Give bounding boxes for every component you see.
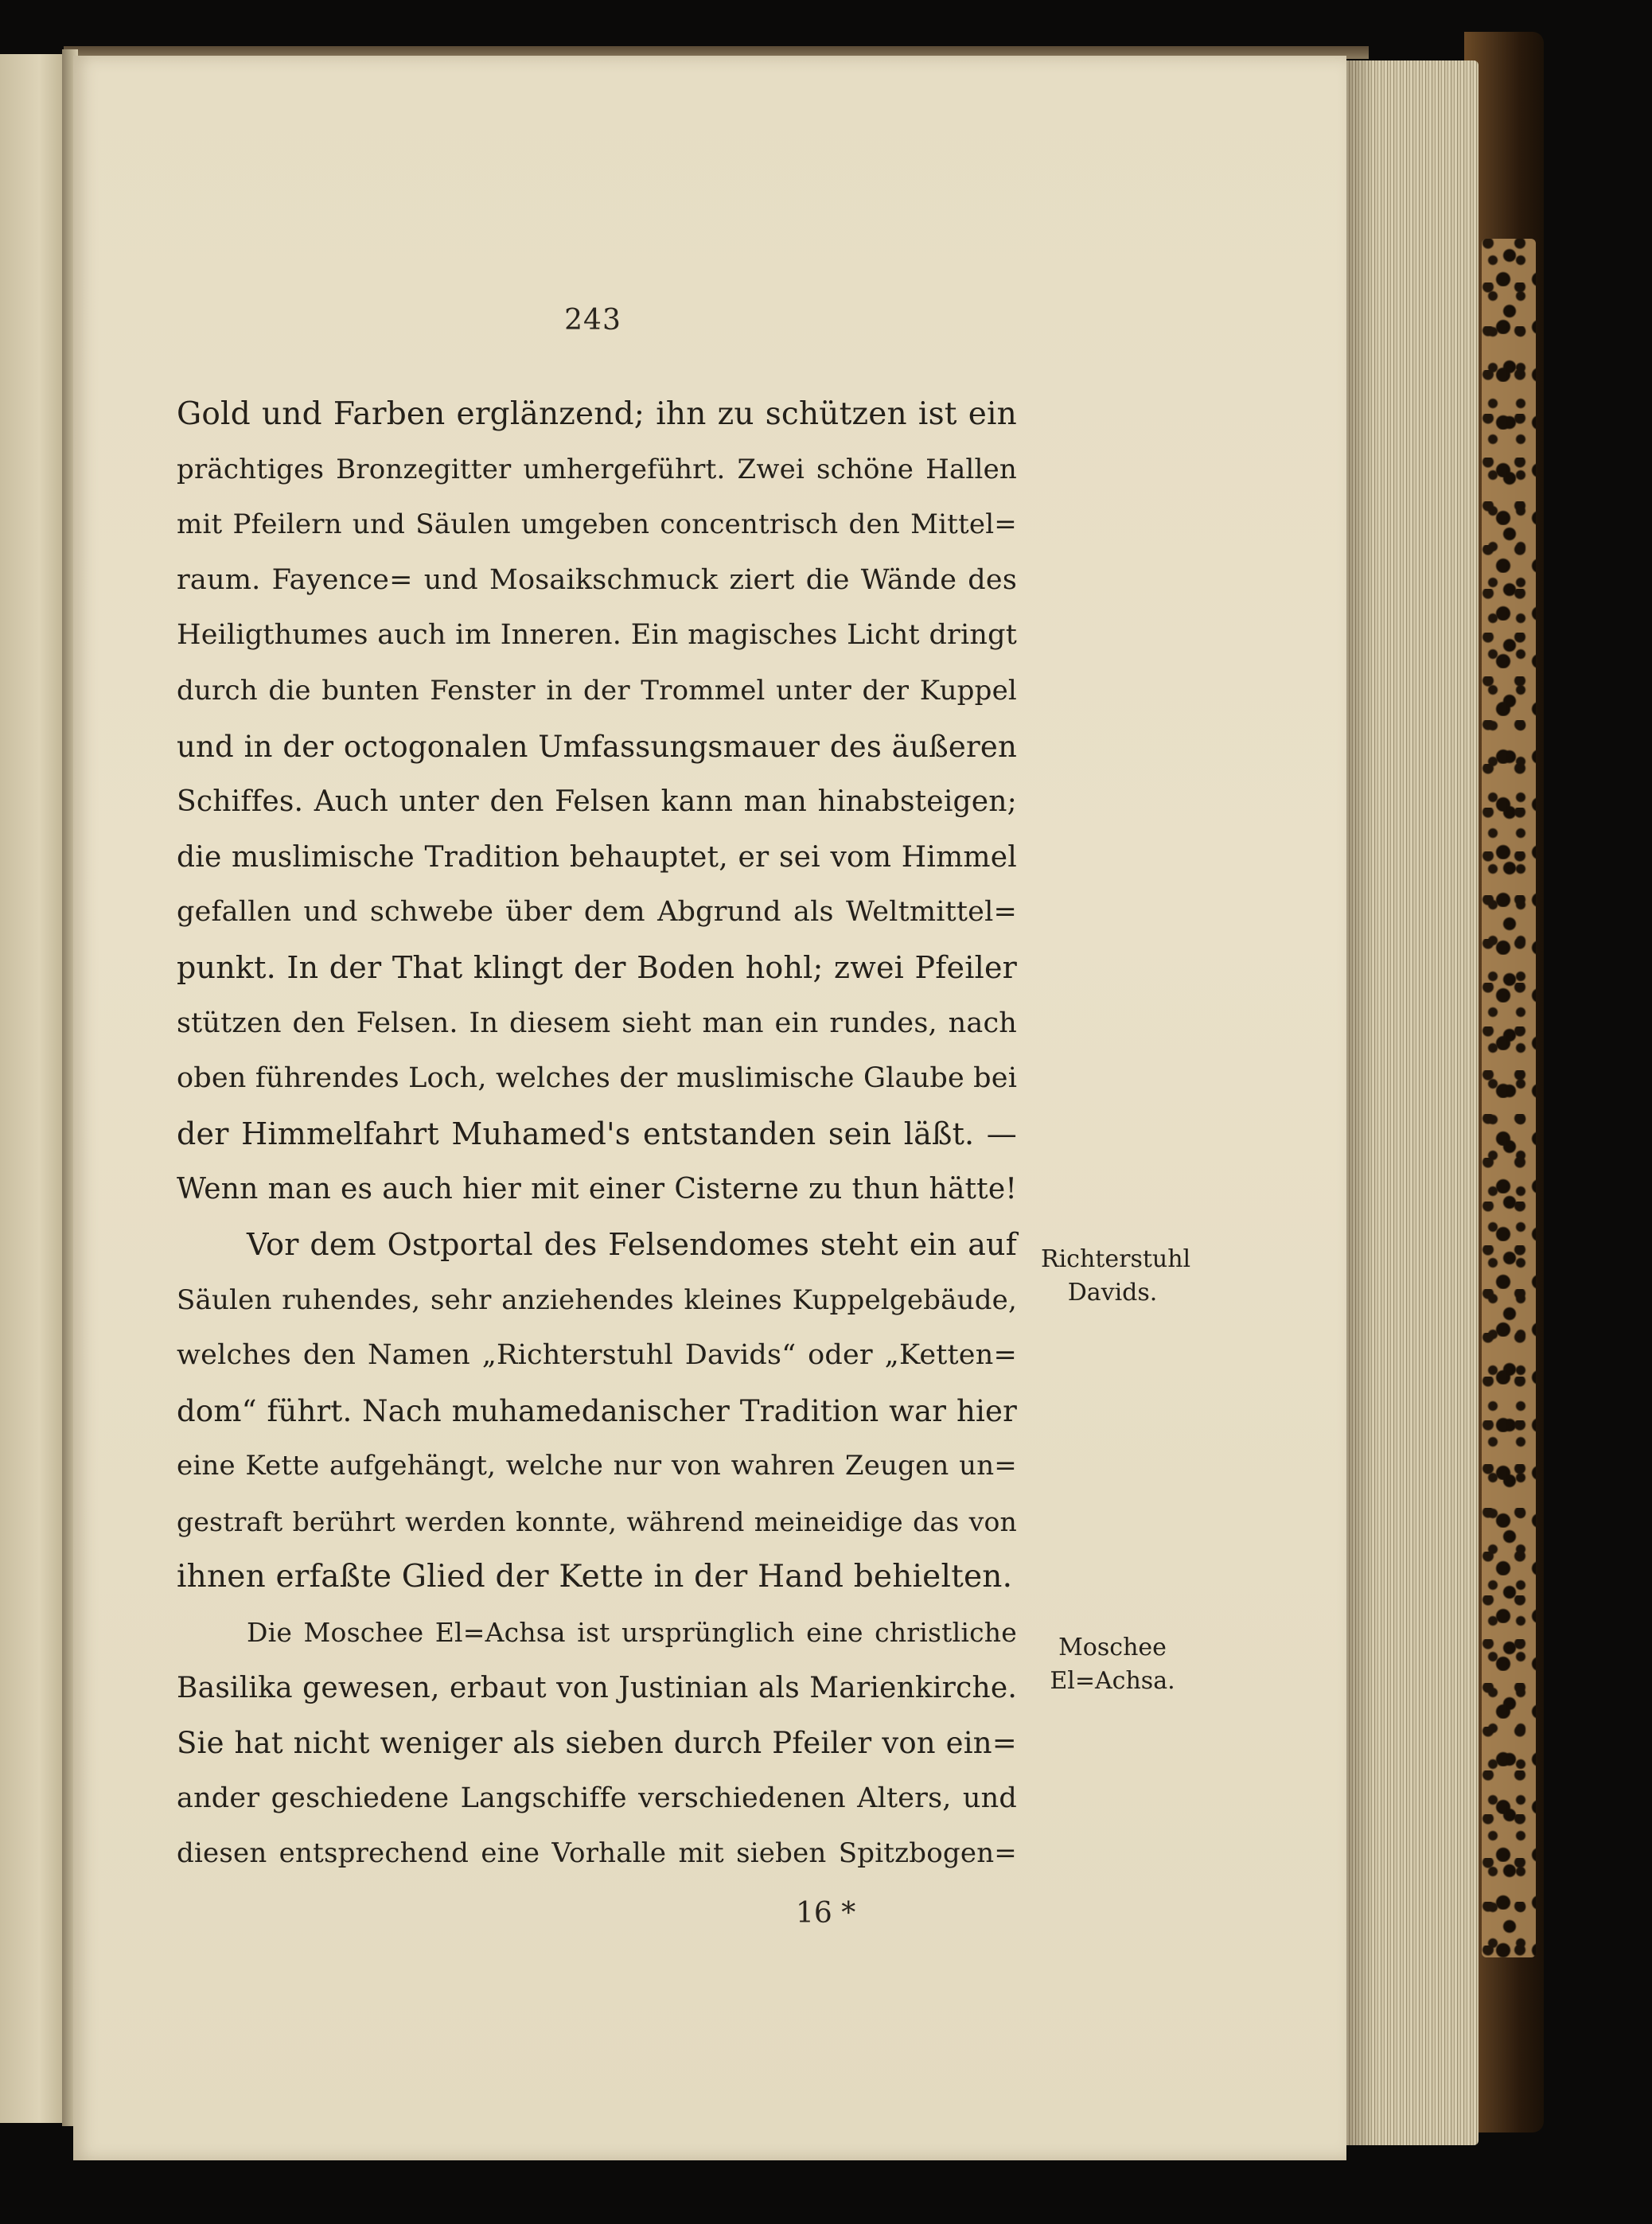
text-line: und in der octogonalen Umfassungsmauer des äußeren [177,729,1017,764]
text-line: der Himmelfahrt Muhamed's entstanden sein läßt. — [177,1116,1017,1151]
page-number: 243 [564,304,621,337]
text-line: raum. Fayence= und Mosaikschmuck ziert die Wände des [177,563,1017,596]
left-page-edge [0,54,65,2123]
marbled-cover-edge [1482,239,1536,1957]
margin-note-line: Davids. [1067,1279,1158,1307]
text-line: Gold und Farben erglänzend; ihn zu schützen ist ein [177,396,1017,432]
text-line: Basilika gewesen, erbaut von Justinian als Marienkirche. [177,1671,1017,1704]
text-line: diesen entsprechend eine Vorhalle mit sieben Spitzbogen= [177,1837,1017,1870]
text-line: prächtiges Bronzegitter umhergeführt. Zwei schöne Hallen [177,453,1017,485]
text-line: punkt. In der That klingt der Boden hohl; zwei Pfeiler [177,949,1017,985]
text-line-paragraph-end: ihnen erfaßte Glied der Kette in der Hand behielten. [177,1559,1013,1595]
text-line: Säulen ruhendes, sehr anziehendes kleines Kuppelgebäude, [177,1283,1017,1316]
text-line: gefallen und schwebe über dem Abgrund als Weltmittel= [177,896,1017,929]
text-line: ander geschiedene Langschiffe verschiedenen Alters, und [177,1782,1017,1814]
text-line: gestraft berührt werden konnte, während meineidige das von [177,1505,1017,1537]
margin-note-moschee [1041,1631,1184,1698]
text-line: Wenn man es auch hier mit einer Cisterne zu thun hätte! [177,1173,1017,1206]
text-line: die muslimische Tradition behauptet, er sei vom Himmel [177,840,1017,874]
text-line: dom“ führt. Nach muhamedanischer Tradition war hier [177,1393,1017,1428]
text-line: welches den Namen „Richterstuhl Davids“ oder „Ketten= [177,1339,1017,1372]
text-line: stützen den Felsen. In diesem sieht man ein rundes, nach [177,1007,1017,1039]
page-stack-shadow [1343,60,1375,2145]
margin-note-richterstuhl [1041,1243,1191,1310]
margin-note-line: Moschee [1058,1634,1167,1661]
text-line: oben führendes Loch, welches der muslimische Glaube bei [177,1062,1018,1095]
signature-mark: 16 * [796,1897,856,1930]
text-line: mit Pfeilern und Säulen umgeben concentrisch den Mittel= [177,508,1017,541]
text-line: eine Kette aufgehängt, welche nur von wahren Zeugen un= [177,1450,1017,1482]
text-line-paragraph-start: Die Moschee El=Achsa ist ursprünglich eine christliche [247,1617,1017,1649]
margin-note-line: El=Achsa. [1050,1667,1175,1695]
body-text [177,387,1017,1882]
text-line: Sie hat nicht weniger als sieben durch Pfeiler von ein= [177,1726,1017,1761]
margin-note-line: Richterstuhl [1041,1245,1191,1273]
text-line: Heiligthumes auch im Inneren. Ein magisches Licht dringt [177,619,1017,652]
text-line: Schiffes. Auch unter den Felsen kann man hinabsteigen; [177,785,1017,819]
text-line-paragraph-start: Vor dem Ostportal des Felsendomes steht ein auf [247,1226,1017,1262]
text-line: durch die bunten Fenster in der Trommel unter der Kuppel [177,674,1017,707]
